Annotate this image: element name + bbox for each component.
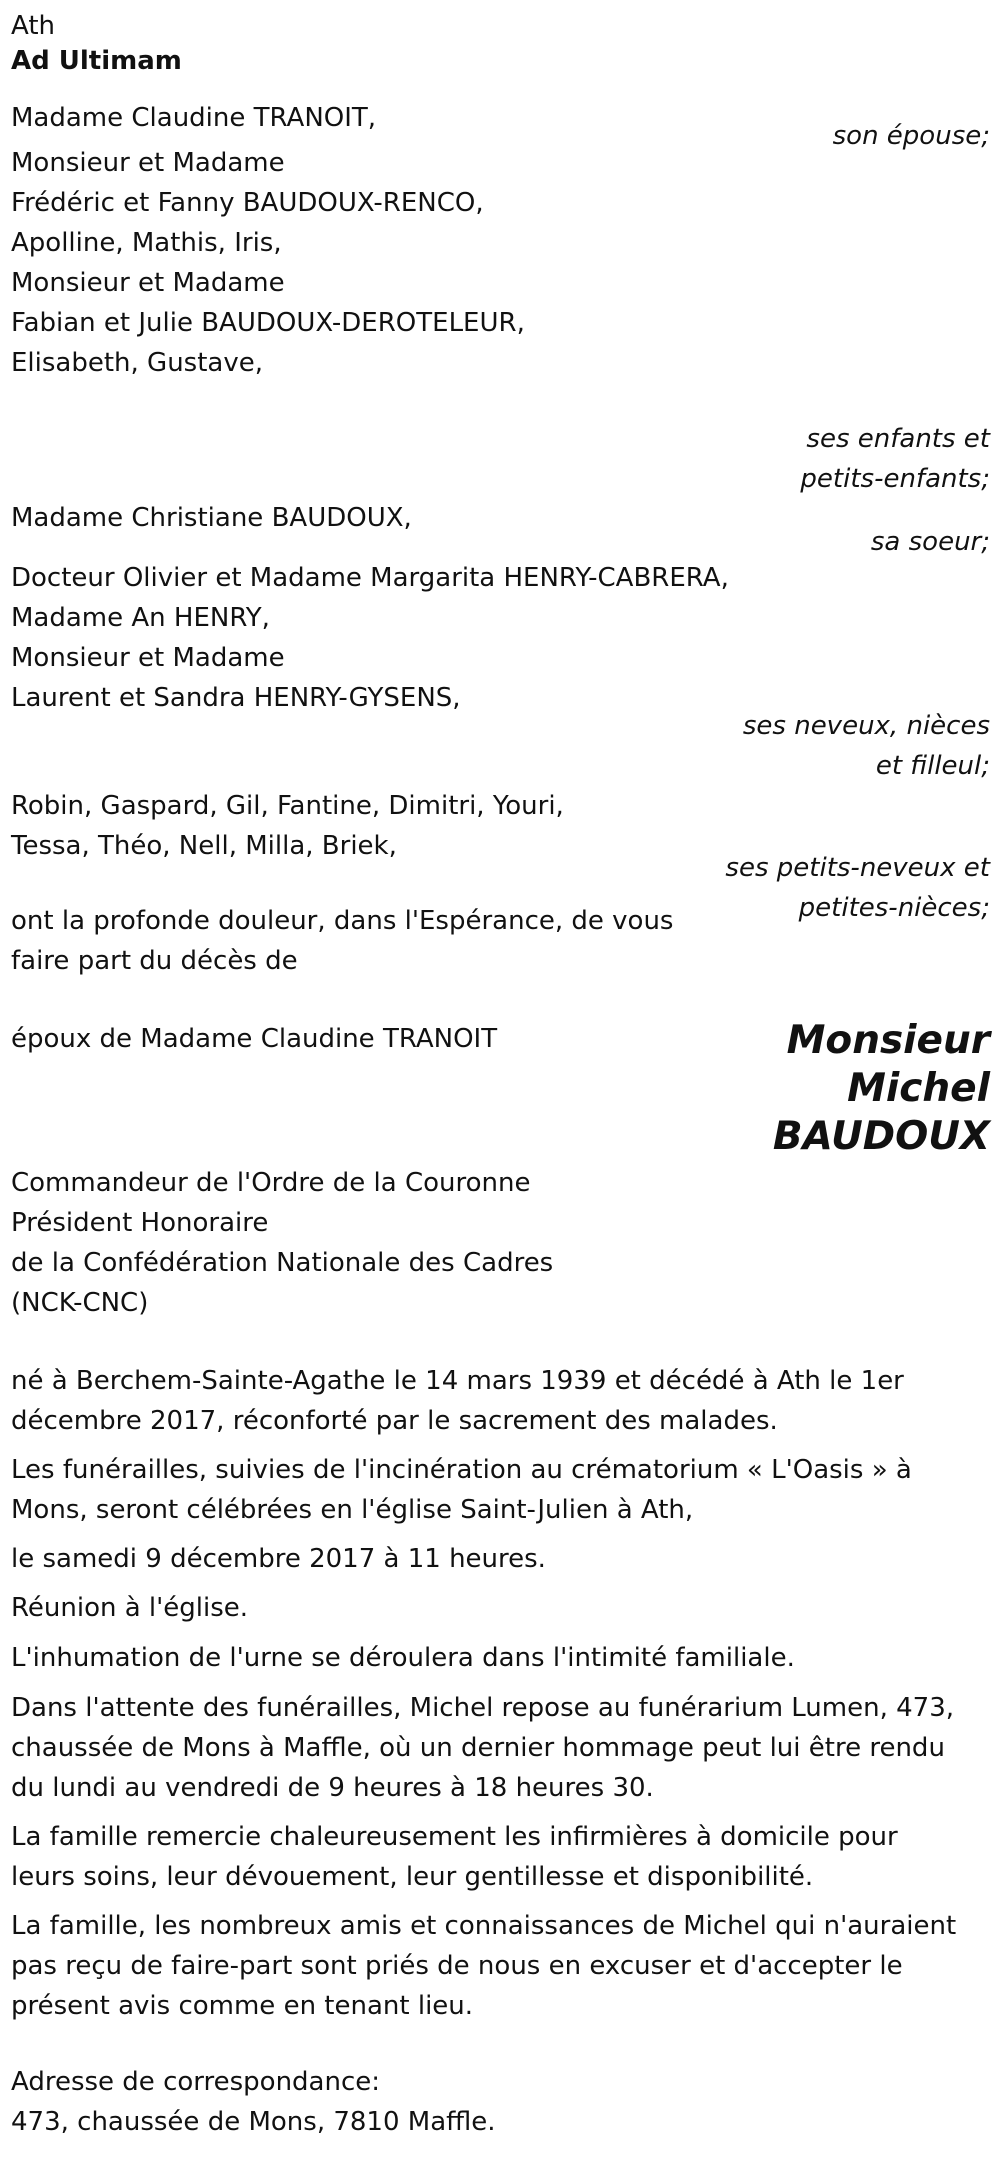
paragraph-line: Les funérailles, suivies de l'incinération au crématorium « L'Oasis » à [11,1455,912,1485]
sister-name: Madame Christiane BAUDOUX, [11,503,412,533]
family-line: Monsieur et Madame [11,643,285,673]
paragraph-line: Dans l'attente des funérailles, Michel repose au funérarium Lumen, 473, [11,1693,955,1723]
family-line: Frédéric et Fanny BAUDOUX-RENCO, [11,188,484,218]
title-line: Commandeur de l'Ordre de la Couronne [11,1168,531,1198]
spouse-role: son épouse; [832,121,990,151]
role-line: petits-enfants; [800,464,990,494]
city-label: Ath [11,11,56,41]
family-line: Monsieur et Madame [11,268,285,298]
paragraph-line: La famille remercie chaleureusement les infirmières à domicile pour [11,1822,898,1852]
urn-paragraph [11,1638,991,1678]
announcement-line: ont la profonde douleur, dans l'Espérance, de vous [11,906,674,936]
title-line: de la Confédération Nationale des Cadres [11,1248,554,1278]
meeting-paragraph [11,1588,991,1628]
children-block [11,143,525,383]
children-role [800,419,990,499]
paragraph-line: né à Berchem-Sainte-Agathe le 14 mars 1939 et décédé à Ath le 1er [11,1366,904,1396]
apology-paragraph [11,1906,991,2026]
role-line: et filleul; [875,751,990,781]
paragraph-line: L'inhumation de l'urne se déroulera dans l'intimité familiale. [11,1643,795,1673]
funeral-paragraph [11,1450,991,1530]
paragraph-line: pas reçu de faire-part sont priés de nous en excuser et d'accepter le [11,1951,903,1981]
role-line: ses enfants et [806,424,990,454]
role-line: ses petits-neveux et [725,853,990,883]
paragraph-line: du lundi au vendredi de 9 heures à 18 heures 30. [11,1773,654,1803]
spouse-of: époux de Madame Claudine TRANOIT [11,1024,498,1054]
page-title: Ad Ultimam [11,46,182,76]
paragraph-line: présent avis comme en tenant lieu. [11,1991,474,2021]
family-line: Apolline, Mathis, Iris, [11,228,282,258]
family-line: Docteur Olivier et Madame Margarita HENRY-CABRERA, [11,563,729,593]
honorary-titles [11,1163,553,1323]
announcement-text [11,901,673,981]
family-line: Madame An HENRY, [11,603,270,633]
family-line: Monsieur et Madame [11,148,285,178]
paragraph-line: leurs soins, leur dévouement, leur gentillesse et disponibilité. [11,1862,814,1892]
paragraph-line: le samedi 9 décembre 2017 à 11 heures. [11,1544,546,1574]
address-value: 473, chaussée de Mons, 7810 Maffle. [11,2107,496,2137]
family-line: Fabian et Julie BAUDOUX-DEROTELEUR, [11,308,525,338]
paragraph-line: décembre 2017, réconforté par le sacrement des malades. [11,1406,778,1436]
address-label: Adresse de correspondance: [11,2067,381,2097]
funeral-date-paragraph [11,1539,991,1579]
deceased-name-line: BAUDOUX [772,1114,990,1159]
sister-role: sa soeur; [870,527,990,557]
paragraph-line: chaussée de Mons à Maffle, où un dernier hommage peut lui être rendu [11,1733,945,1763]
title-line: (NCK-CNC) [11,1288,149,1318]
deceased-name-line: Monsieur [786,1018,990,1063]
family-line: Tessa, Théo, Nell, Milla, Briek, [11,831,397,861]
grand-nephews-role [725,848,990,928]
title-line: Président Honoraire [11,1208,269,1238]
deceased-name-line: Michel [847,1066,990,1111]
correspondence-address [11,2062,496,2142]
role-line: ses neveux, nièces [742,711,990,741]
family-line: Robin, Gaspard, Gil, Fantine, Dimitri, Youri, [11,791,564,821]
paragraph-line: Réunion à l'église. [11,1593,249,1623]
announcement-line: faire part du décès de [11,946,298,976]
family-line: Elisabeth, Gustave, [11,348,264,378]
family-line: Laurent et Sandra HENRY-GYSENS, [11,683,461,713]
paragraph-line: La famille, les nombreux amis et connaissances de Michel qui n'auraient [11,1911,957,1941]
thanks-paragraph [11,1817,991,1897]
nephews-block [11,558,729,718]
grand-nephews-block [11,786,564,866]
paragraph-line: Mons, seront célébrées en l'église Saint-Julien à Ath, [11,1495,694,1525]
funerarium-paragraph [11,1688,991,1808]
nephews-role [743,706,990,786]
role-line: petites-nièces; [798,893,990,923]
birth-death-paragraph [11,1361,991,1441]
deceased-name [773,1017,990,1161]
spouse-name: Madame Claudine TRANOIT, [11,103,377,133]
